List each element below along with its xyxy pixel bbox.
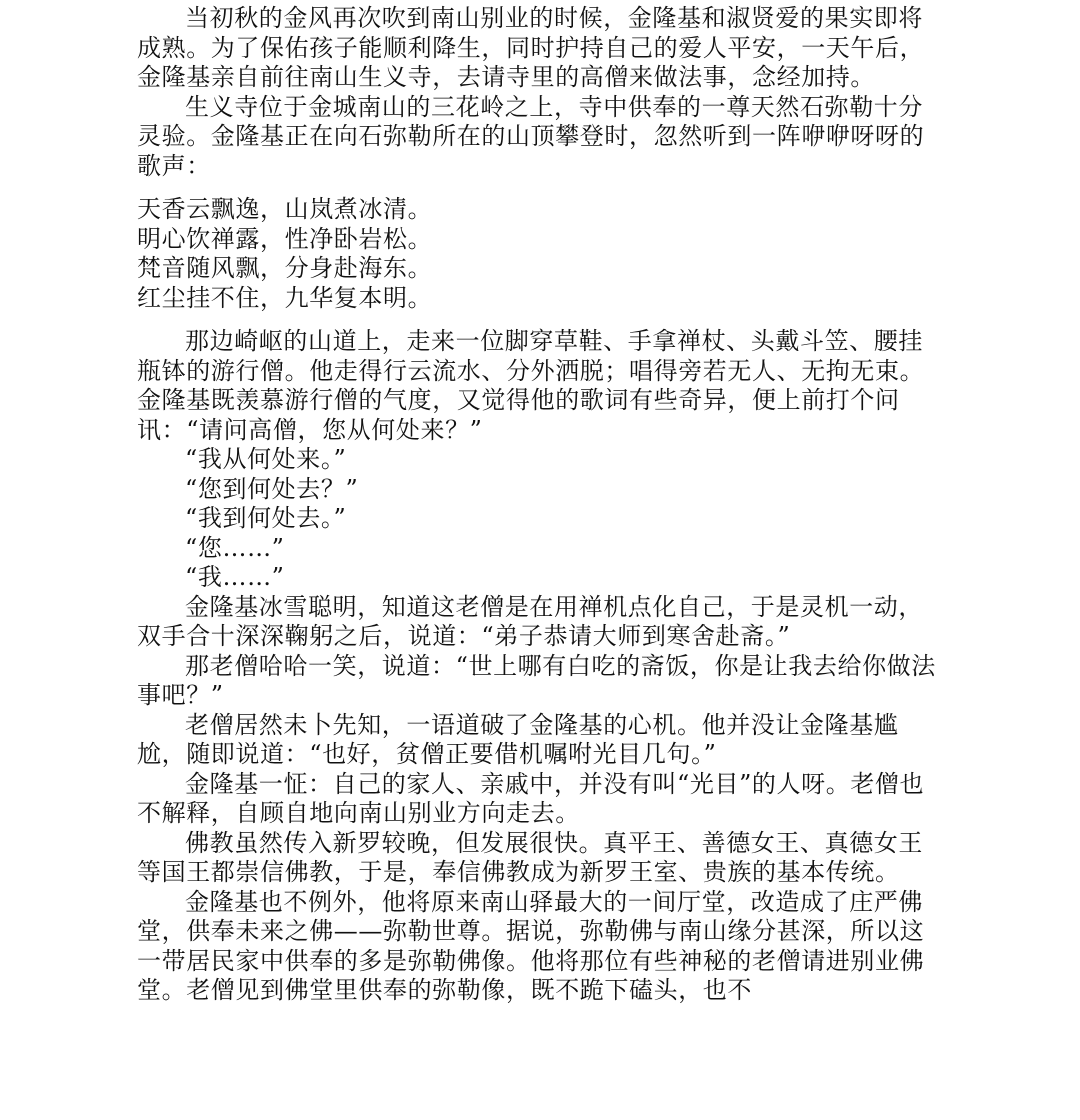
paragraph: 金隆基冰雪聪明，知道这老僧是在用禅机点化自己，于是灵机一动，双手合十深深鞠躬之后，说道：“弟子恭请大师到寒舍赴斋。” xyxy=(137,592,923,650)
dialogue-line: “我……” xyxy=(185,563,285,591)
poem-line: 天香云飘逸，山岚煮冰清。 xyxy=(137,195,433,223)
paragraph: 生义寺位于金城南山的三花岭之上，寺中供奉的一尊天然石弥勒十分灵验。金隆基正在向石弥勒所在的山顶攀登时，忽然听到一阵咿咿呀呀的歌声： xyxy=(137,92,925,180)
poem-line: 梵音随风飘，分身赴海东。 xyxy=(137,254,433,282)
poem-line: 明心饮禅露，性净卧岩松。 xyxy=(137,224,433,253)
dialogue-line: “我到何处去。” xyxy=(185,504,347,532)
paragraph: 当初秋的金风再次吹到南山别业的时候，金隆基和淑贤爱的果实即将成熟。为了保佑孩子能顺利降生，同时护持自己的爱人平安，一天午后，金隆基亲自前往南山生义寺，去请寺里的高僧来做法事，念经加持。 xyxy=(137,4,925,91)
dialogue-line: “您……” xyxy=(185,533,285,562)
poem-line: 红尘挂不住，九华复本明。 xyxy=(137,283,433,312)
poem-block xyxy=(137,195,947,313)
paragraph: 那边崎岖的山道上，走来一位脚穿草鞋、手拿禅杖、头戴斗笠、腰挂瓶钵的游行僧。他走得行云流水、分外洒脱；唱得旁若无人、无拘无束。金隆基既羡慕游行僧的气度，又觉得他的歌词有些奇异，便上前打个问讯：“请问高僧，您从何处来？” xyxy=(137,327,925,444)
paragraph: 老僧居然未卜先知，一语道破了金隆基的心机。他并没让金隆基尴尬，随即说道：“也好，贫僧正要借机嘱咐光目几句。” xyxy=(137,710,899,768)
document-page xyxy=(137,4,947,1006)
paragraph: 金隆基一怔：自己的家人、亲戚中，并没有叫“光目”的人呀。老僧也不解释，自顾自地向南山别业方向走去。 xyxy=(137,769,925,827)
paragraph: 佛教虽然传入新罗较晚，但发展很快。真平王、善德女王、真德女王等国王都崇信佛教，于是，奉信佛教成为新罗王室、贵族的基本传统。 xyxy=(137,828,923,886)
dialogue-line: “您到何处去？” xyxy=(185,474,359,503)
paragraph: 那老僧哈哈一笑，说道：“世上哪有白吃的斋饭，你是让我去给你做法事吧？” xyxy=(137,651,936,709)
dialogue-line: “我从何处来。” xyxy=(185,445,347,473)
paragraph: 金隆基也不例外，他将原来南山驿最大的一间厅堂，改造成了庄严佛堂，供奉未来之佛——弥勒世尊。据说，弥勒佛与南山缘分甚深，所以这一带居民家中供奉的多是弥勒佛像。他将那位有些神秘的老僧请进别业佛堂。老僧见到佛堂里供奉的弥勒像，既不跪下磕头，也不 xyxy=(137,887,925,1004)
